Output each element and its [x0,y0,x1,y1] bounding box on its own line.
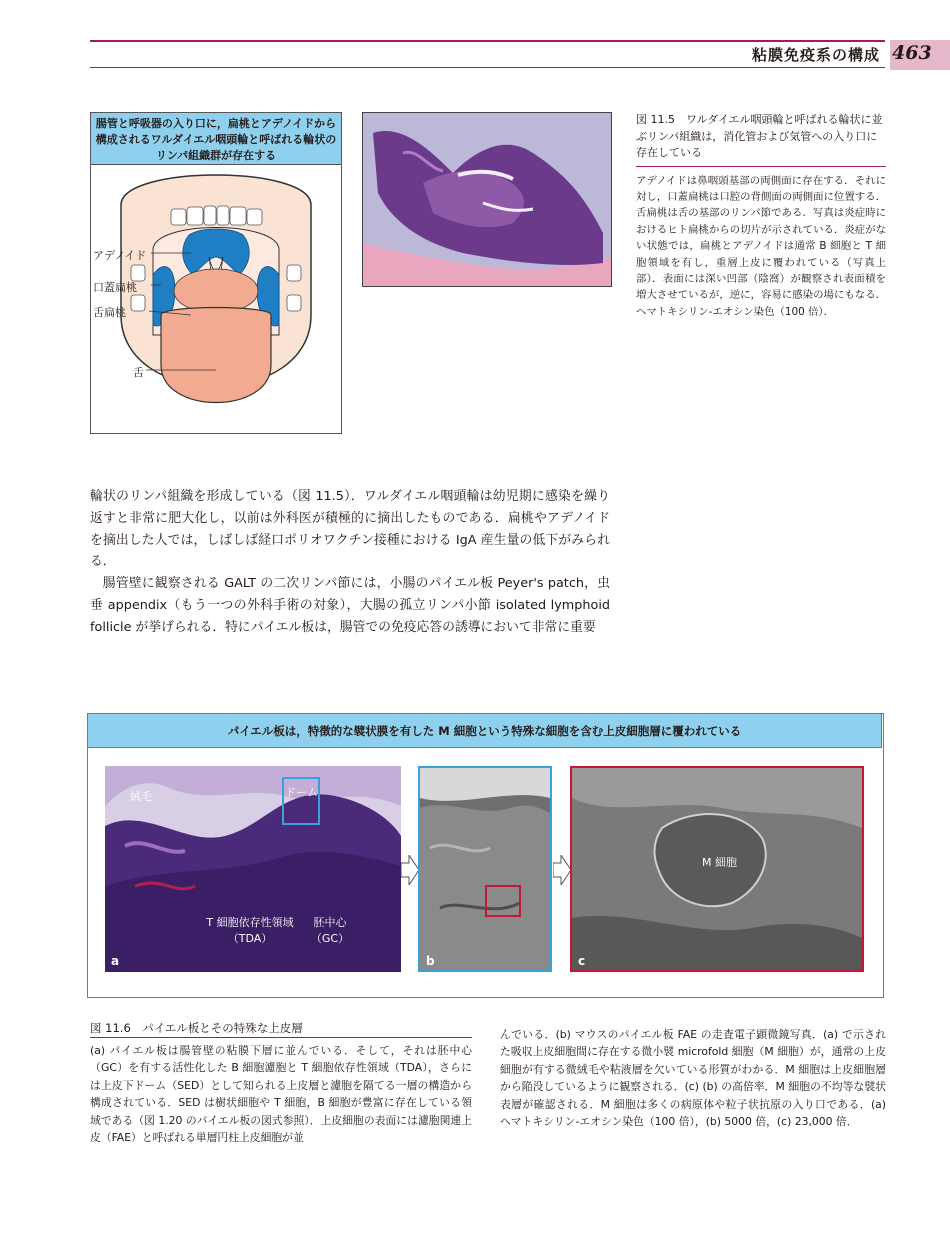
header-rule-bottom [90,67,885,68]
label-lingual-tonsil: 舌扁桃 [93,306,126,319]
tonsil-micrograph [362,112,612,287]
arrow-right-icon [401,855,419,885]
mouth-illustration [91,165,341,433]
label-palatine-tonsil: 口蓋扁桃 [93,281,137,294]
label-gc [305,914,355,946]
running-header-title: 粘膜免疫系の構成 [751,46,880,64]
label-dome: ドーム [285,786,318,799]
label-tda-line2: （TDA） [227,932,273,945]
label-villus: 絨毛 [130,790,152,803]
label-m-cell: M 細胞 [702,856,737,869]
panel-c-sem [570,766,864,972]
panel-c-tag: c [578,954,586,968]
body-text [90,486,610,639]
figure-11-6-header: パイエル板は，特徴的な襞状膜を有した M 細胞という特殊な細胞を含む上皮細胞層に覆われている [87,713,882,748]
figure-11-6-caption-right: んでいる．(b) マウスのパイエル板 FAE の走査電子顕微鏡写真．(a) で示された吸収上皮細胞間に存在する微小襞 microfold 細胞（M 細胞）が，通常の上皮細胞が有する微絨毛や粘液層を欠いている形質がわかる．M 細胞は上皮細胞層から陥没しているように観察される．(c) (b) の高倍率．M 細胞の不均等な襞状表層が確認される．M 細胞は多くの病原体や粒子状抗原の入り口である．(a) ヘマトキシリン-エオシン染色（100 倍），(b) 5000 倍，(c) 23,000 倍． [500,1028,886,1129]
figure-11-6-caption-title: 図 11.6 パイエル板とその特殊な上皮層 [90,1021,303,1035]
figure-11-5-caption-body: アデノイドは鼻咽頭基部の両側面に存在する．それに対し，口蓋扁桃は口腔の背側面の両側面に位置する．舌扁桃は舌の基部のリンパ節である．写真は炎症時におけるヒト扁桃からの切片が示されている．炎症がない状態では，扁桃とアデノイドは通常 B 細胞と T 細胞領域を有し，重層上皮に覆われている（写真上部）．表面には深い凹部（陰窩）が観察され表面積を増大させているが，逆に，容易に感染の場にもなる．ヘマトキシリン-エオシン染色（100 倍）． [636,174,886,318]
caption-rule [636,166,886,167]
header-rule-top [90,40,885,42]
body-paragraph-1: 輪状のリンパ組織を形成している（図 11.5）．ワルダイエル咽頭輪は幼児期に感染を繰り返すと非常に肥大化し，以前は外科医が積極的に摘出したものである．扁桃やアデノイドを摘出した人では，しばしば経口ポリオワクチン接種における IgA 産生量の低下がみられる． [90,489,610,570]
panel-b-sem [418,766,552,972]
body-paragraph-2: 腸管壁に観察される GALT の二次リンパ節には，小腸のパイエル板 Peyer's patch，虫垂 appendix（もう一つの外科手術の対象），大腸の孤立リンパ小節 isolated lymphoid follicle が挙げられる．特にパイエル板は，腸管での免疫応答の誘導において非常に重要 [90,576,610,635]
label-tda [205,914,295,946]
figure-11-5-caption [636,112,886,320]
label-gc-line1: 胚中心 [313,916,347,929]
caption-rule [90,1037,472,1038]
panel-a-tag: a [111,954,120,968]
page-number: 463 [892,42,932,64]
label-gc-line2: （GC） [310,932,350,945]
diagram-title: 腸管と呼吸器の入り口に，扁桃とアデノイドから構成されるワルダイエル咽頭輪と呼ばれる輪状のリンパ組織群が存在する [91,113,341,165]
panel-a-micrograph [105,766,401,972]
label-adenoid: アデノイド [93,249,147,262]
waldeyer-ring-diagram [90,112,342,434]
label-tongue: 舌 [133,366,144,379]
panel-b-tag: b [426,954,435,968]
label-tda-line1: T 細胞依存性領域 [206,916,294,929]
figure-11-5-caption-title: 図 11.5 ワルダイエル咽頭輪と呼ばれる輪状に並ぶリンパ組織は，消化管および気管への入り口に存在している [636,113,883,159]
arrow-right-icon [553,855,571,885]
figure-11-6-caption-left: (a) パイエル板は腸管壁の粘膜下層に並んでいる．そして，それは胚中心（GC）を有する活性化した B 細胞濾胞と T 細胞依存性領域（TDA），さらには上皮下ドーム（SED）として知られる上皮層と濾胞を隔てる一層の構造から構成されている．SED は樹状細胞や T 細胞，B 細胞が豊富に存在している領域である（図 1.20 のパイエル板の図式参照）．上皮細胞の表面には濾胞関連上皮（FAE）と呼ばれる単層円柱上皮細胞が並 [90,1044,472,1145]
